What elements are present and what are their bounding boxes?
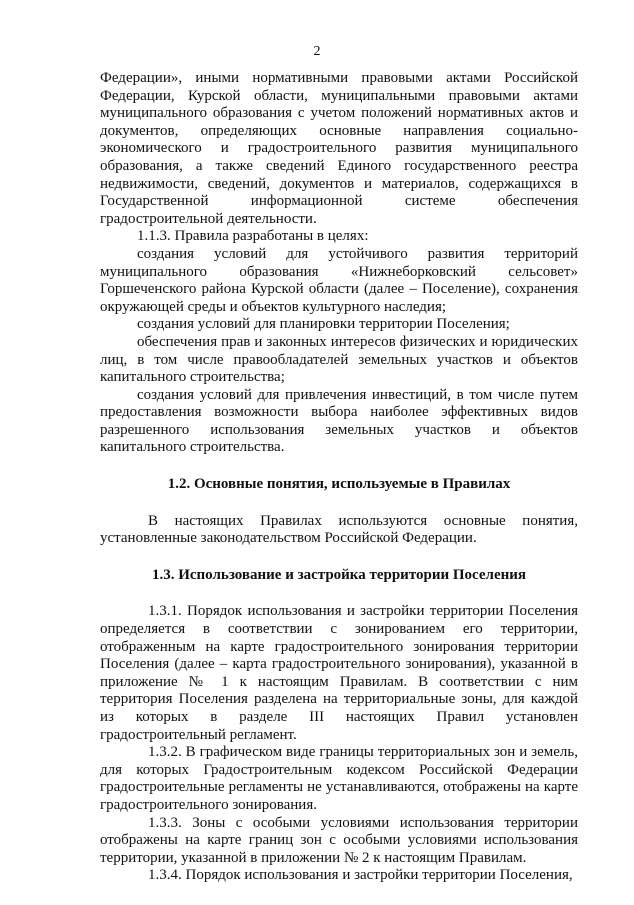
page-number: 2	[313, 44, 321, 59]
section-heading-1-3: 1.3. Использование и застройка территории Поселения	[151, 566, 527, 583]
paragraph-goal-2: создания условий для планировки территории Поселения;	[137, 316, 510, 333]
paragraph-goal-1: создания условий для устойчивого развития территорий муниципального образования «Нижнеборковский сельсовет» Горшеченского района Курской области (далее – Поселение), сохранения окружающей среды и объектов культурного наследия;	[100, 245, 578, 315]
paragraph-continuation: Федерации», иными нормативными правовыми актами Российской Федерации, Курской области, муниципальными правовыми актами муниципального образования с учетом положений нормативных актов и документов, определяющих основные направления социально-экономического и градостроительного развития муниципального образования, а также сведений Единого государственного реестра недвижимости, сведений, документов и материалов, содержащихся в Государственной информационной системе обеспечения градостроительной деятельности.	[100, 70, 578, 227]
paragraph-goal-4: создания условий для привлечения инвестиций, в том числе путем предоставления возможности выбора наиболее эффективных видов разрешенного использования земельных участков и объектов капитального строительства.	[100, 386, 578, 456]
paragraph-1-3-2: 1.3.2. В графическом виде границы территориальных зон и земель, для которых Градостроительным кодексом Российской Федерации градостроительные регламенты не устанавливаются, отображены на карте градостроительного зонирования.	[100, 744, 578, 813]
paragraph-1-3-1: 1.3.1. Порядок использования и застройки территории Поселения определяется в соответствии с зонированием его территории, отображенным на карте градостроительного зонирования территории Поселения (далее – карта градостроительного зонирования), указанной в приложение № 1 к настоящим Правилам. В соответствии с ним территория Поселения разделена на территориальные зоны, для каждой из которых в разделе III настоящих Правил установлен градостроительный регламент.	[100, 603, 578, 743]
paragraph-1-1-3: 1.1.3. Правила разработаны в целях:	[137, 228, 369, 245]
paragraph-1-3-3: 1.3.3. Зоны с особыми условиями использования территории отображены на карте границ зон с особыми условиями использования территории, указанной в приложении № 2 к настоящим Правилам.	[100, 814, 578, 866]
paragraph-1-2: В настоящих Правилах используются основные понятия, установленные законодательством Российской Федерации.	[100, 512, 578, 547]
document-body	[100, 70, 578, 885]
paragraph-goal-3: обеспечения прав и законных интересов физических и юридических лиц, в том числе правообладателей земельных участков и объектов капитального строительства;	[100, 333, 578, 386]
paragraph-1-3-4: 1.3.4. Порядок использования и застройки территории Поселения,	[148, 867, 573, 884]
section-heading-1-2: 1.2. Основные понятия, используемые в Правилах	[167, 476, 511, 493]
